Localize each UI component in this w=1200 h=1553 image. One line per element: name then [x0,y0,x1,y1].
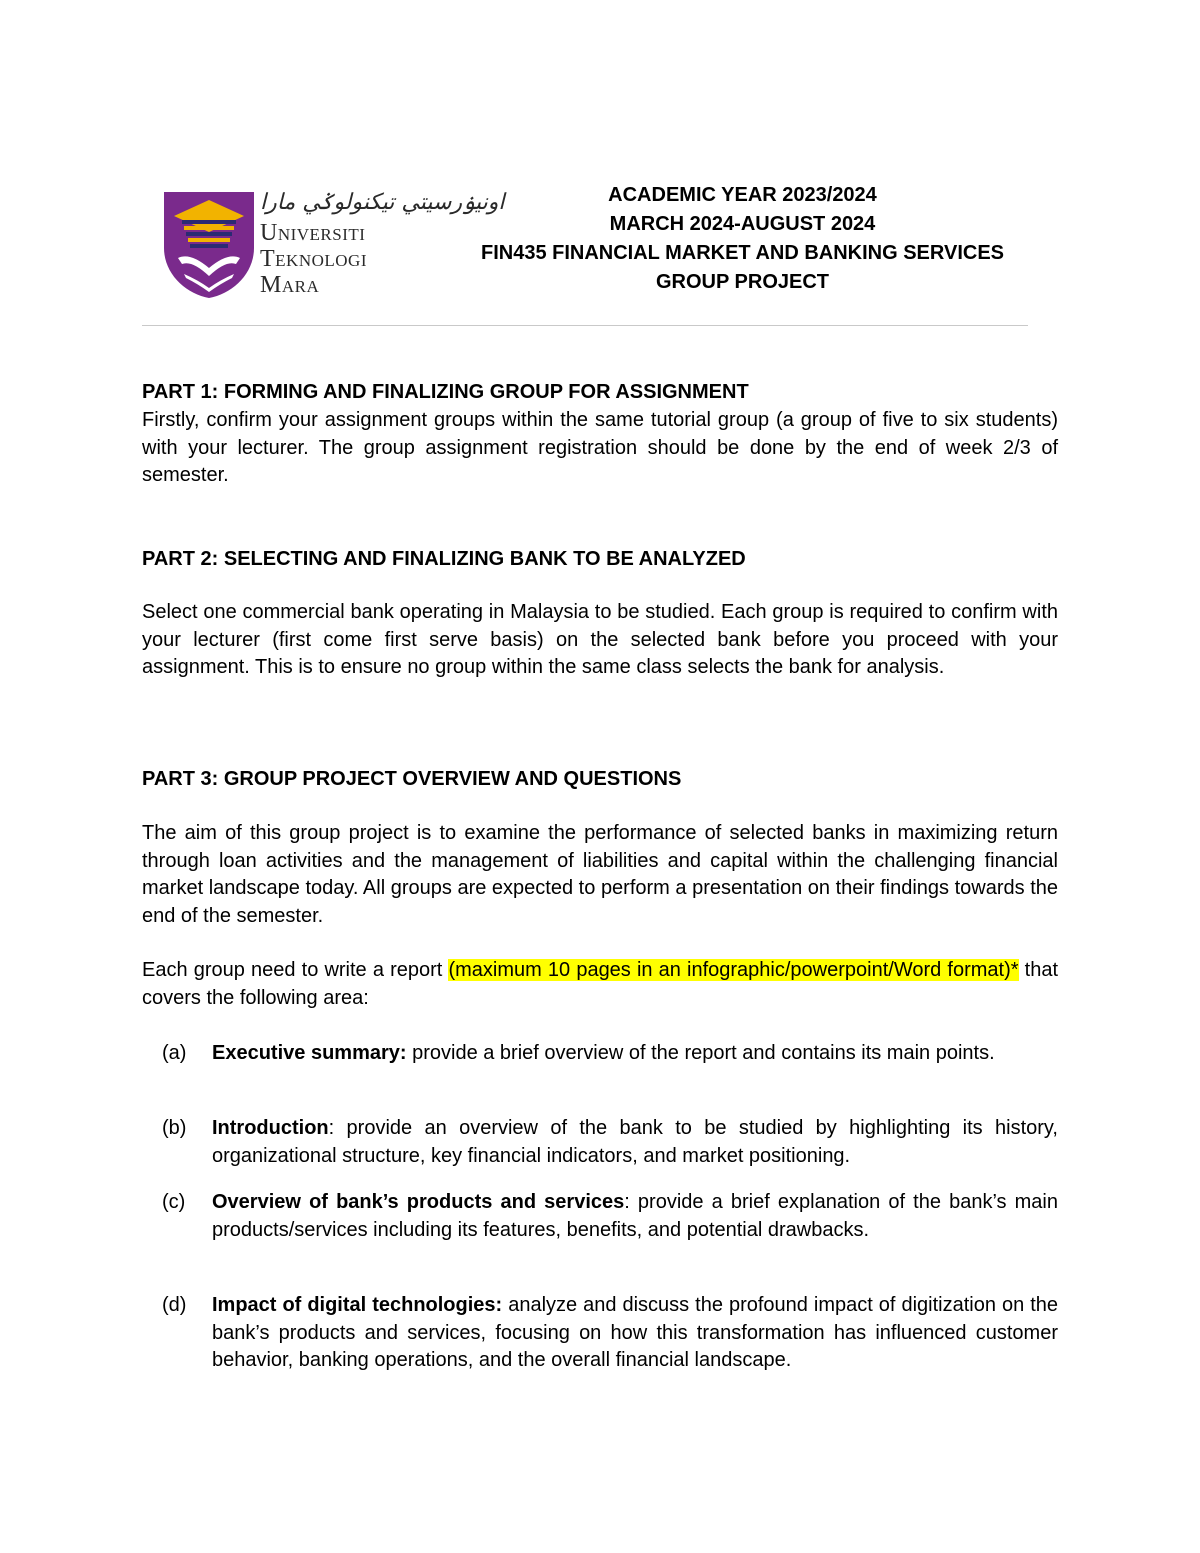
part1-paragraph: Firstly, confirm your assignment groups within the same tutorial group (a group of five to six students) with your lecturer. The group assignment registration should be done by the end of week 2/3 of semester. [142,409,1058,486]
list-item-introduction [142,1115,1058,1170]
report-length-highlight: (maximum 10 pages in an infographic/powerpoint/Word format)* [448,959,1019,981]
report-requirement-paragraph [142,957,1058,1012]
header-academic-year: ACADEMIC YEAR 2023/2024 [608,184,877,206]
list-item-term: Overview of bank’s products and services [212,1191,625,1213]
part3-heading: PART 3: GROUP PROJECT OVERVIEW AND QUESTIONS [142,768,682,790]
part3-aim-paragraph: The aim of this group project is to examine the performance of selected banks in maximizing return through loan activities and the management of liabilities and capital within the challenging financial market landscape today. All groups are expected to perform a presentation on their findings towards the end of the semester. [142,822,1058,927]
list-marker: (a) [162,1042,187,1064]
part1-heading: PART 1: FORMING AND FINALIZING GROUP FOR ASSIGNMENT [142,381,749,403]
header-divider [142,325,1028,326]
list-item-term: Executive summary: [212,1042,407,1064]
list-item-executive-summary [142,1040,1058,1068]
report-requirement-post: that covers the following area: [142,959,1059,1009]
part2-heading: PART 2: SELECTING AND FINALIZING BANK TO BE ANALYZED [142,548,746,570]
list-item-text: : provide an overview of the bank to be studied by highlighting its history, organizational structure, key financial indicators, and market positioning. [212,1117,1058,1167]
list-marker: (d) [162,1294,187,1316]
document-header [440,181,1045,297]
list-marker: (c) [162,1191,186,1213]
logo-line-teknologi: Teknologi [260,246,367,272]
list-item-term: Impact of digital technologies: [212,1294,503,1316]
header-course: FIN435 FINANCIAL MARKET AND BANKING SERVICES [480,242,1005,264]
header-semester: MARCH 2024-AUGUST 2024 [609,213,876,235]
uitm-logo [160,186,505,301]
list-item-text: analyze and discuss the profound impact of digitization on the bank’s products and services, focusing on how this transformation has influenced customer behavior, banking operations, and the overall financial landscape. [212,1294,1059,1371]
report-requirement-pre: Each group need to write a report [142,959,449,981]
list-item-digital-technologies [142,1292,1058,1375]
logo-line-universiti: Universiti [260,220,366,246]
logo-line-mara: Mara [260,272,320,298]
list-item-text: : provide a brief explanation of the bank’s main products/services including its features, benefits, and potential drawbacks. [212,1191,1058,1241]
logo-jawi-text: اونيۏرسيتي تيكنولوݢي مارا [260,190,505,215]
list-item-products-services [142,1189,1058,1244]
header-project-title: GROUP PROJECT [656,271,829,293]
list-marker: (b) [162,1117,187,1139]
list-item-text: provide a brief overview of the report and contains its main points. [406,1042,995,1064]
part2-paragraph: Select one commercial bank operating in Malaysia to be studied. Each group is required to confirm with your lecturer (first come first serve basis) on the selected bank before you proceed with your assignment. This is to ensure no group within the same class selects the bank for analysis. [142,601,1058,678]
uitm-crest-icon [160,188,258,300]
list-item-term: Introduction [212,1117,329,1139]
